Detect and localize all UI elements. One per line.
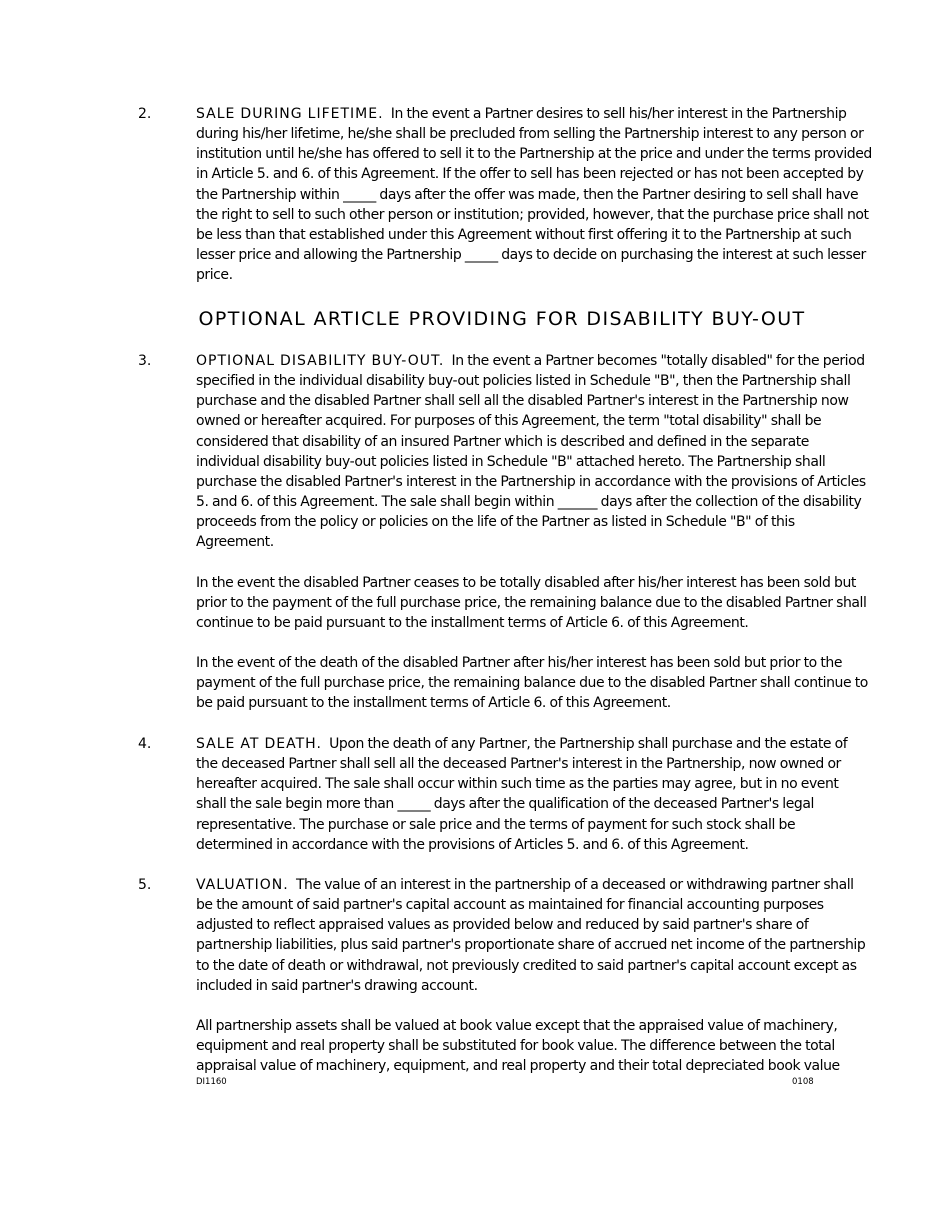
section-body bbox=[196, 875, 872, 1076]
section-body bbox=[196, 734, 872, 855]
paragraph bbox=[196, 875, 872, 996]
section-heading: SALE DURING LIFETIME. bbox=[196, 106, 384, 122]
paragraph: In the event of the death of the disabled Partner after his/her interest has been sold but prior to the payment of the full purchase price, the remaining balance due to the disabled Partner shall continue to be paid pursuant to the installment terms of Article 6. of this Agreement. bbox=[196, 655, 868, 712]
section-heading: VALUATION. bbox=[196, 877, 289, 893]
paragraph: All partnership assets shall be valued at book value except that the appraised value of machinery, equipment and real property shall be substituted for book value. The difference between the total appraisal value of machinery, equipment, and real property and their total depreciated book value bbox=[196, 1017, 840, 1075]
section-body bbox=[196, 351, 872, 714]
paragraph-text: The value of an interest in the partnership of a deceased or withdrawing partner shall be the amount of said partner's capital account as maintained for financial accounting purposes adjusted to reflect appraised values as provided below and reduced by said partner's share of partnership liabilities, plus said partner's proportionate share of accrued net income of the partnership to the date of death or withdrawal, not previously credited to said partner's capital account except as included in said partner's drawing account. bbox=[196, 877, 866, 994]
section-heading: OPTIONAL DISABILITY BUY-OUT. bbox=[196, 353, 445, 369]
paragraph bbox=[196, 351, 872, 553]
paragraph-text: In the event a Partner desires to sell his/her interest in the Partnership during his/her lifetime, he/she shall be precluded from selling the Partnership interest to any person or institution until he/she has offered to sell it to the Partnership at the price and under the terms provided in Article 5. and 6. of this Agreement. If the offer to sell has been rejected or has not been accepted by the Partnership within _____ days after the offer was made, then the Partner desiring to sell shall have the right to sell to such other person or institution; provided, however, that the purchase price shall not be less than that established under this Agreement without first offering it to the Partnership at such lesser price and allowing the Partnership _____ days to decide on purchasing the interest at such lesser price. bbox=[196, 106, 872, 284]
paragraph bbox=[196, 104, 872, 285]
footer-date-code: 0108 bbox=[792, 1077, 814, 1087]
footer-form-code: DI1160 bbox=[196, 1077, 227, 1087]
section-number: 2. bbox=[138, 106, 152, 122]
paragraph bbox=[196, 734, 872, 855]
section-heading: SALE AT DEATH. bbox=[196, 736, 322, 752]
section-body bbox=[196, 104, 872, 285]
section-number: 3. bbox=[138, 353, 152, 369]
paragraph-text: Upon the death of any Partner, the Partnership shall purchase and the estate of the deceased Partner shall sell all the deceased Partner's interest in the Partnership, now owned or hereafter acquired. The sale shall occur within such time as the parties may agree, but in no event shall the sale begin more than _____ days after the qualification of the deceased Partner's legal representative. The purchase or sale price and the terms of payment for such stock shall be determined in accordance with the provisions of Articles 5. and 6. of this Agreement. bbox=[196, 736, 848, 853]
paragraph: In the event the disabled Partner ceases to be totally disabled after his/her interest has been sold but prior to the payment of the full purchase price, the remaining balance due to the disabled Partner shall continue to be paid pursuant to the installment terms of Article 6. of this Agreement. bbox=[196, 574, 867, 631]
section-number: 5. bbox=[138, 877, 152, 893]
paragraph-text: In the event a Partner becomes "totally disabled" for the period specified in the individual disability buy-out policies listed in Schedule "B", then the Partnership shall purchase and the disabled Partner shall sell all the disabled Partner's interest in the Partnership now owned or hereafter acquired. For purposes of this Agreement, the term "total disability" shall be considered that disability of an insured Partner which is described and defined in the separate individual disability buy-out policies listed in Schedule "B" attached hereto. The Partnership shall purchase the disabled Partner's interest in the Partnership in accordance with the provisions of Articles 5. and 6. of this Agreement. The sale shall begin within ______ days after the collection of the disability proceeds from the policy or policies on the life of the Partner as listed in Schedule "B" of this Agreement. bbox=[196, 353, 866, 551]
section-number: 4. bbox=[138, 736, 152, 752]
optional-article-heading: OPTIONAL ARTICLE PROVIDING FOR DISABILITY BUY-OUT bbox=[198, 308, 806, 330]
